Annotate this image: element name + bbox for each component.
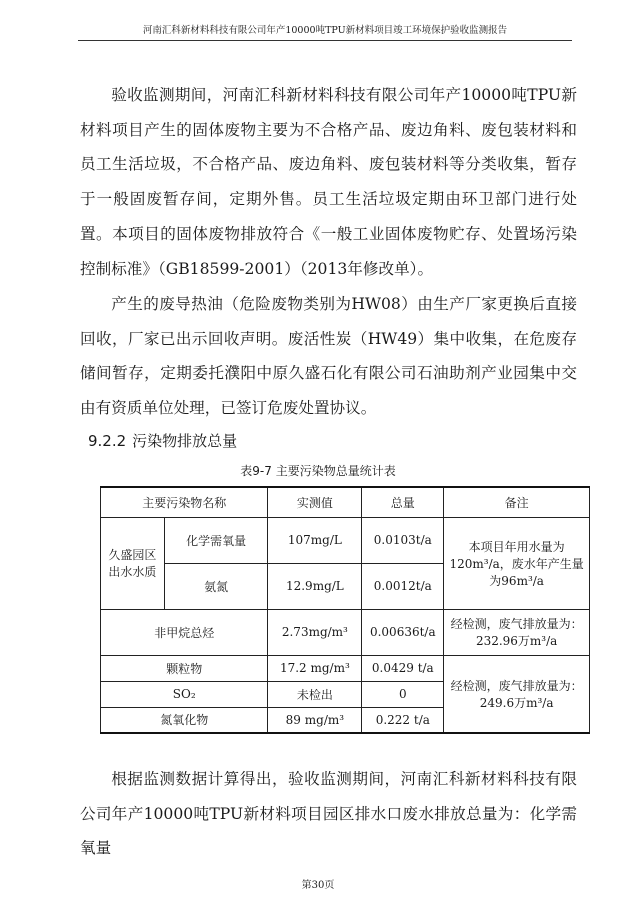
row-measured: 未检出 [268,681,362,707]
table-row [101,655,590,681]
paragraph-total-emission: 根据监测数据计算得出，验收监测期间，河南汇科新材料科技有限公司年产10000吨TPU新材料项目园区排水口废水排放总量为：化学需氧量 [80,770,577,858]
remark-gas-1: 经检测，废气排放量为：232.96万m³/a [444,609,590,655]
section-heading [88,430,243,451]
page-number: 第30页 [301,880,335,891]
row-total: 0.00636t/a [362,609,444,655]
pollutant-total-table [100,486,590,734]
row-measured: 107mg/L [268,517,362,563]
table-row [101,609,590,655]
row-name: 氮氧化物 [101,707,268,733]
row-total: 0.222 t/a [362,707,444,733]
row-measured: 89 mg/m³ [268,707,362,733]
section-number: 9.2.2 [88,432,127,450]
row-name: 非甲烷总烃 [101,609,268,655]
water-group-cell: 久盛园区出水水质 [101,517,165,609]
page-header: 河南汇科新材料科技有限公司年产10000吨TPU新材料项目竣工环境保护验收监测报告 [78,24,572,41]
header-total: 总量 [362,487,444,517]
row-name: 化学需氧量 [164,517,268,563]
row-name: 氨氮 [164,563,268,609]
row-name: 颗粒物 [101,655,268,681]
row-total: 0.0012t/a [362,563,444,609]
section-title: 污染物排放总量 [132,432,238,450]
row-measured: 17.2 mg/m³ [268,655,362,681]
remark-gas-2: 经检测，废气排放量为：249.6万m³/a [444,655,590,733]
row-total: 0.0103t/a [362,517,444,563]
remark-water: 本项目年用水量为120m³/a，废水年产生量为96m³/a [444,517,590,609]
header-remark: 备注 [444,487,590,517]
paragraph-hazardous-waste: 产生的废导热油（危险废物类别为HW08）由生产厂家更换后直接回收，厂家已出示回收声明。废活性炭（HW49）集中收集，在危废存储间暂存，定期委托濮阳中原久盛石化有限公司石油助剂产业园集中交由有资质单位处理，已签订危废处置协议。 [80,295,577,418]
table-caption: 表9-7 主要污染物总量统计表 [240,464,396,478]
row-total: 0 [362,681,444,707]
row-name: SO₂ [101,681,268,707]
paragraph-solid-waste: 验收监测期间，河南汇科新材料科技有限公司年产10000吨TPU新材料项目产生的固体废物主要为不合格产品、废边角料、废包装材料和员工生活垃圾，不合格产品、废边角料、废包装材料等分类收集，暂存于一般固废暂存间，定期外售。员工生活垃圾定期由环卫部门进行处置。本项目的固体废物排放符合《一般工业固体废物贮存、处置场污染控制标准》（GB18599-2001）（2013年修改单）。 [80,86,577,278]
row-measured: 12.9mg/L [268,563,362,609]
header-measured: 实测值 [268,487,362,517]
row-total: 0.0429 t/a [362,655,444,681]
table-row [101,517,590,563]
table-header-row [101,487,590,517]
header-pollutant: 主要污染物名称 [101,487,268,517]
row-measured: 2.73mg/m³ [268,609,362,655]
